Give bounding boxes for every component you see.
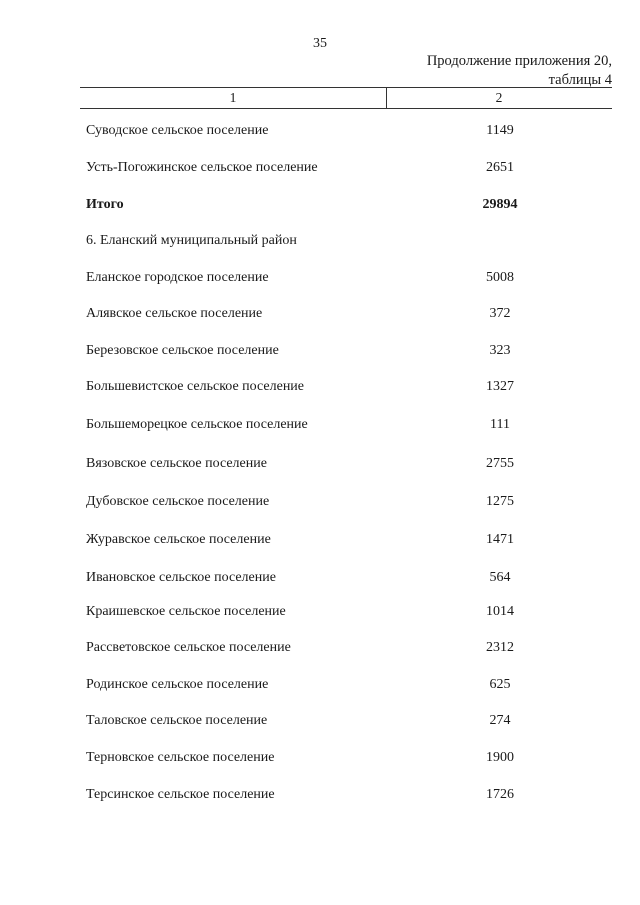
settlement-name: Большевистское сельское поселение: [86, 379, 305, 394]
settlement-value: 625: [489, 677, 511, 692]
settlement-name: Усть-Погожинское сельское поселение: [86, 160, 318, 175]
settlement-name: Краишевское сельское поселение: [86, 604, 286, 619]
settlement-value: 1726: [486, 787, 514, 802]
settlement-value: 564: [489, 570, 511, 585]
settlement-value: 2312: [486, 640, 514, 655]
table-row: [0, 377, 640, 397]
settlement-value: 372: [489, 306, 511, 321]
settlement-name: Большеморецкое сельское поселение: [86, 417, 308, 432]
table-row: [0, 158, 640, 178]
table-row: [0, 785, 640, 805]
table-row: [0, 638, 640, 658]
settlement-value: 1471: [486, 532, 514, 547]
settlement-value: 2755: [486, 456, 514, 471]
table-row: [0, 304, 640, 324]
settlement-name: Алявское сельское поселение: [86, 306, 263, 321]
settlement-name: Вязовское сельское поселение: [86, 456, 267, 471]
settlement-value: 1900: [486, 750, 514, 765]
settlement-name: Рассветовское сельское поселение: [86, 640, 291, 655]
total-label: Итого: [86, 197, 124, 212]
settlement-name: Терновское сельское поселение: [86, 750, 275, 765]
settlement-name: Таловское сельское поселение: [86, 713, 268, 728]
table-row: [0, 341, 640, 361]
column-header-2: 2: [495, 90, 503, 105]
settlement-name: Еланское городское поселение: [86, 270, 269, 285]
settlement-value: 274: [489, 713, 511, 728]
table-row: [0, 454, 640, 474]
total-value: 29894: [482, 197, 518, 212]
settlement-value: 1327: [486, 379, 514, 394]
settlement-value: 2651: [486, 160, 514, 175]
header-rule-top: [80, 87, 612, 88]
settlement-value: 5008: [486, 270, 514, 285]
settlement-value: 1149: [486, 123, 514, 138]
header-rule-bottom: [80, 108, 612, 109]
table-row: [0, 268, 640, 288]
settlement-value: 323: [489, 343, 511, 358]
column-header-1: 1: [229, 90, 237, 105]
table-row: [0, 492, 640, 512]
settlement-value: 1014: [486, 604, 514, 619]
table-row: [0, 748, 640, 768]
settlement-name: Журавское сельское поселение: [86, 532, 271, 547]
table-row: [0, 568, 640, 588]
page-number: 35: [313, 36, 327, 51]
table-row: [0, 711, 640, 731]
section-heading-row: [0, 231, 640, 251]
table-row: [0, 530, 640, 550]
settlement-name: Дубовское сельское поселение: [86, 494, 270, 509]
settlement-name: Терсинское сельское поселение: [86, 787, 275, 802]
settlement-name: Ивановское сельское поселение: [86, 570, 276, 585]
table-row-total: [0, 195, 640, 215]
continuation-title-line2: таблицы 4: [548, 72, 612, 88]
settlement-value: 111: [490, 417, 510, 432]
table-row: [0, 415, 640, 435]
table-row: [0, 602, 640, 622]
settlement-name: Суводское сельское поселение: [86, 123, 269, 138]
settlement-name: Родинское сельское поселение: [86, 677, 269, 692]
section-heading: 6. Еланский муниципальный район: [86, 233, 297, 248]
continuation-title-line1: Продолжение приложения 20,: [426, 53, 612, 69]
settlement-value: 1275: [486, 494, 514, 509]
table-row: [0, 121, 640, 141]
table-row: [0, 675, 640, 695]
settlement-name: Березовское сельское поселение: [86, 343, 279, 358]
